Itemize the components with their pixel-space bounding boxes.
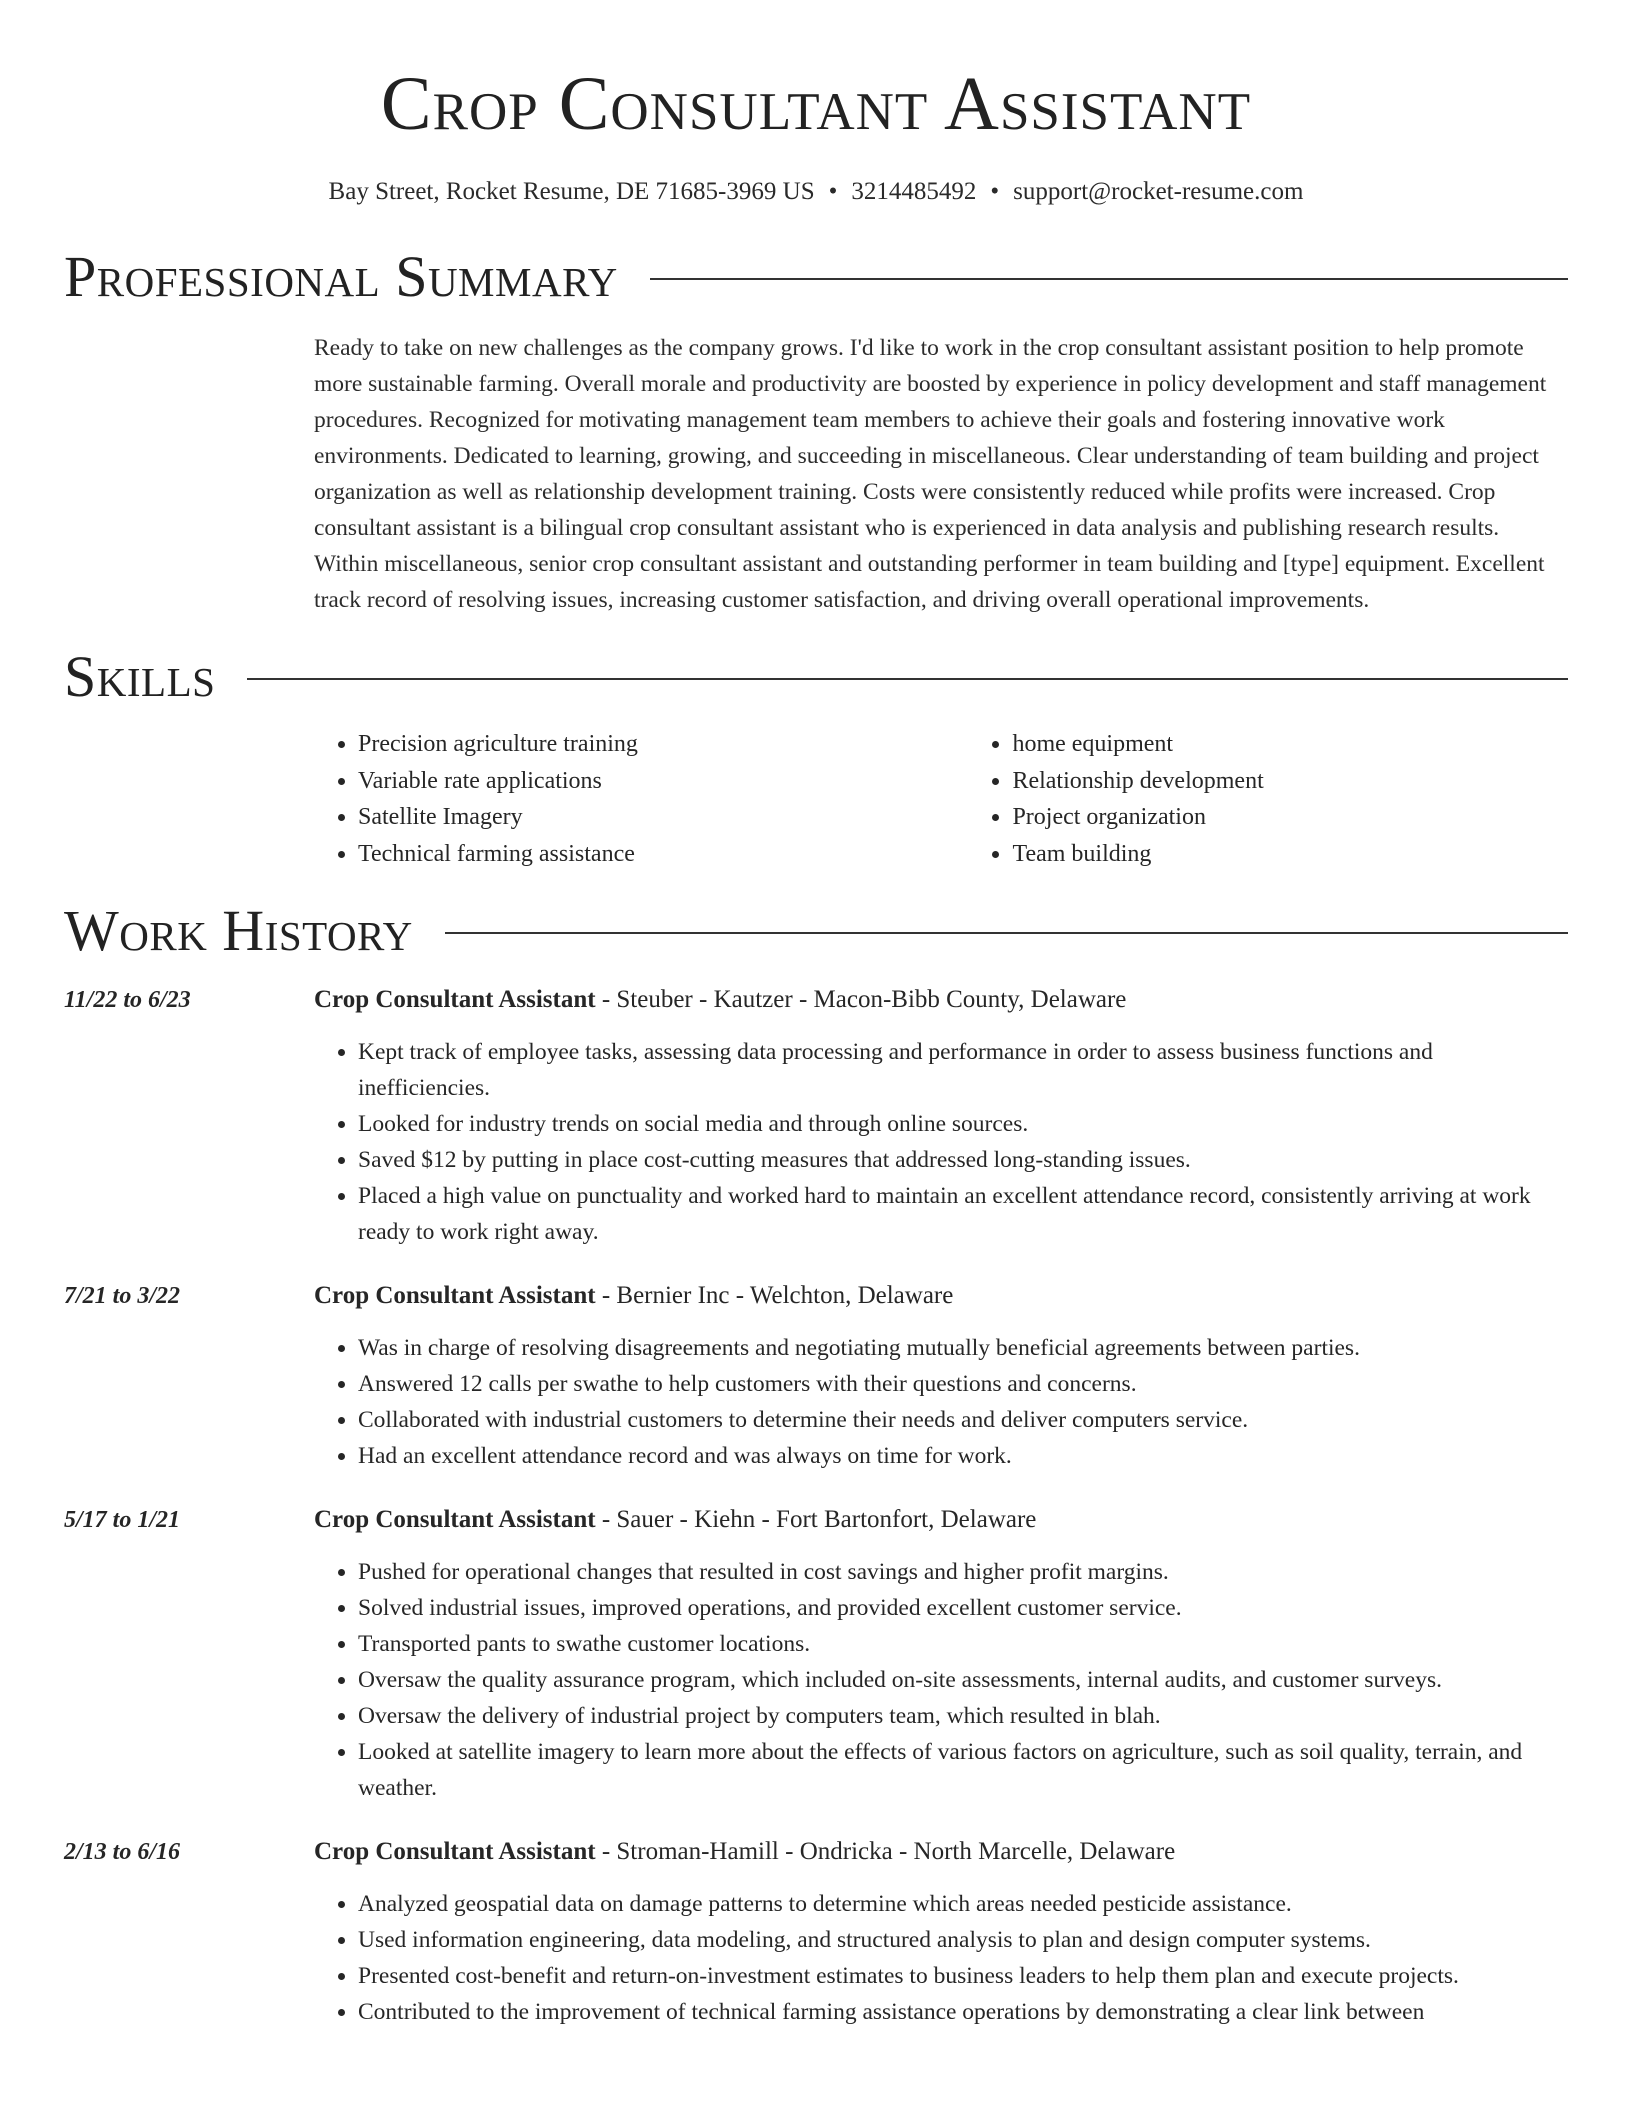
work-heading: Work History [64, 898, 413, 963]
section-divider [247, 678, 1568, 680]
skill-item: • Satellite Imagery [358, 799, 923, 836]
summary-text: Ready to take on new challenges as the company grows. I'd like to work in the crop consultant assistant position to help promote more sustainable farming. Overall morale and productivity are boosted by experience in policy development and staff management procedures. Recognized for motivating management team members to achieve their goals and fostering innovative work environments. Dedicated to learning, growing, and succeeding in miscellaneous. Clear understanding of team building and project organization as well as relationship development training. Costs were consistently reduced while profits were increased. Crop consultant assistant is a bilingual crop consultant assistant who is experienced in data analysis and publishing research results. Within miscellaneous, senior crop consultant assistant and outstanding performer in team building and [type] equipment. Excellent track record of resolving issues, increasing customer satisfaction, and driving overall operational improvements. [314, 335, 1547, 613]
job-duty: • Oversaw the delivery of industrial project by computers team, which resulted in blah. [358, 1698, 1568, 1734]
job-duties [314, 1330, 1568, 1474]
job-entry [64, 986, 1568, 1250]
skill-item: • home equipment [1012, 726, 1568, 763]
skills-heading: Skills [64, 644, 216, 709]
skills-column-right [968, 726, 1568, 872]
contact-address: Bay Street, Rocket Resume, DE 71685-3969 US [328, 178, 815, 205]
work-history-list [64, 986, 1568, 2030]
contact-separator: • [828, 178, 838, 205]
job-duty: • Collaborated with industrial customers to determine their needs and deliver computers service. [358, 1402, 1568, 1438]
job-duty: • Was in charge of resolving disagreements and negotiating mutually beneficial agreements between parties. [358, 1330, 1568, 1366]
job-employer: - Sauer - Kiehn - Fort Bartonfort, Delaware [595, 1506, 1037, 1533]
contact-phone: 3214485492 [851, 178, 977, 205]
skills-section-header [64, 644, 1568, 709]
job-dates: 11/22 to 6/23 [64, 987, 191, 1013]
job-employer: - Stroman-Hamill - Ondricka - North Marcelle, Delaware [595, 1838, 1176, 1865]
contact-email: support@rocket-resume.com [1013, 178, 1304, 205]
job-entry [64, 1838, 1568, 2030]
job-duty: • Answered 12 calls per swathe to help customers with their questions and concerns. [358, 1366, 1568, 1402]
job-duty: • Contributed to the improvement of technical farming assistance operations by demonstrating a clear link between [358, 1994, 1568, 2030]
skills-list [314, 726, 1568, 872]
job-title: Crop Consultant Assistant [314, 1838, 596, 1865]
summary-heading: Professional Summary [64, 244, 618, 309]
job-duties [314, 1886, 1568, 2030]
job-employer: - Steuber - Kautzer - Macon-Bibb County, Delaware [595, 986, 1127, 1013]
skill-item: • Relationship development [1012, 763, 1568, 800]
skills-column-left [314, 726, 923, 872]
job-duty: • Transported pants to swathe customer locations. [358, 1626, 1568, 1662]
job-duty: • Solved industrial issues, improved operations, and provided excellent customer service. [358, 1590, 1568, 1626]
job-duty: • Pushed for operational changes that resulted in cost savings and higher profit margins. [358, 1554, 1568, 1590]
work-section-header [64, 898, 1568, 963]
job-heading [314, 1838, 1175, 1866]
job-heading [314, 1506, 1036, 1534]
job-entry [64, 1506, 1568, 1806]
section-divider [650, 278, 1568, 280]
job-dates: 2/13 to 6/16 [64, 1839, 181, 1865]
skill-item: • Precision agriculture training [358, 726, 923, 763]
contact-line [64, 178, 1568, 206]
section-divider [445, 932, 1568, 934]
skill-item: • Variable rate applications [358, 763, 923, 800]
job-heading [314, 1282, 953, 1310]
job-dates: 5/17 to 1/21 [64, 1507, 181, 1533]
summary-section-header [64, 244, 1568, 309]
candidate-name: Crop Consultant Assistant [380, 62, 1252, 146]
skill-item: • Technical farming assistance [358, 836, 923, 873]
job-duty: • Used information engineering, data modeling, and structured analysis to plan and design computer systems. [358, 1922, 1568, 1958]
job-duty: • Oversaw the quality assurance program, which included on-site assessments, internal audits, and customer surveys. [358, 1662, 1568, 1698]
skill-item: • Project organization [1012, 799, 1568, 836]
job-duty: • Looked for industry trends on social media and through online sources. [358, 1106, 1568, 1142]
job-dates: 7/21 to 3/22 [64, 1283, 181, 1309]
skill-item: • Team building [1012, 836, 1568, 873]
job-duties [314, 1554, 1568, 1806]
job-entry [64, 1282, 1568, 1474]
job-title: Crop Consultant Assistant [314, 986, 596, 1013]
job-duty: • Presented cost-benefit and return-on-investment estimates to business leaders to help them plan and execute projects. [358, 1958, 1568, 1994]
job-title: Crop Consultant Assistant [314, 1282, 596, 1309]
job-duty: • Analyzed geospatial data on damage patterns to determine which areas needed pesticide assistance. [358, 1886, 1568, 1922]
job-heading [314, 986, 1126, 1014]
job-duty: • Looked at satellite imagery to learn more about the effects of various factors on agriculture, such as soil quality, terrain, and weather. [358, 1734, 1568, 1806]
job-duties [314, 1034, 1568, 1250]
job-employer: - Bernier Inc - Welchton, Delaware [595, 1282, 954, 1309]
contact-separator: • [990, 178, 1000, 205]
job-duty: • Kept track of employee tasks, assessing data processing and performance in order to assess business functions and inefficiencies. [358, 1034, 1568, 1106]
job-duty: • Saved $12 by putting in place cost-cutting measures that addressed long-standing issues. [358, 1142, 1568, 1178]
job-duty: • Had an excellent attendance record and was always on time for work. [358, 1438, 1568, 1474]
job-title: Crop Consultant Assistant [314, 1506, 596, 1533]
job-duty: • Placed a high value on punctuality and worked hard to maintain an excellent attendance record, consistently arriving at work ready to work right away. [358, 1178, 1568, 1250]
